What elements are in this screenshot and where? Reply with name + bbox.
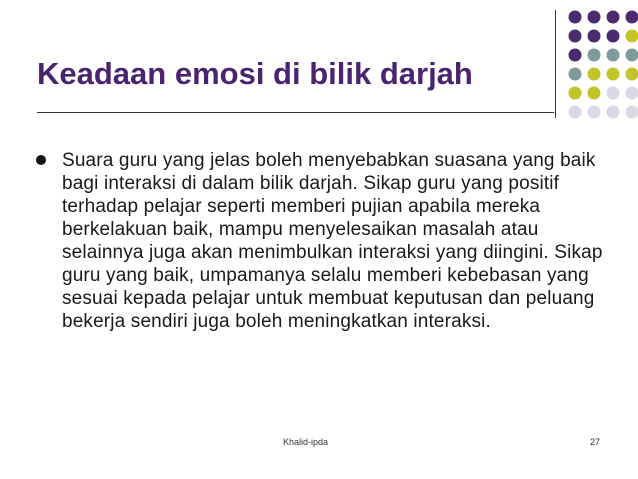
decorative-dot (607, 106, 620, 119)
decorative-dot (607, 68, 620, 81)
decorative-dot (626, 68, 638, 81)
decorative-dot (588, 11, 601, 24)
decorative-dot (569, 49, 582, 62)
decorative-dot (607, 87, 620, 100)
decorative-dot (569, 106, 582, 119)
decorative-dot (588, 68, 601, 81)
bullet-text: Suara guru yang jelas boleh menyebabkan suasana yang baik bagi interaksi di dalam bilik darjah. Sikap guru yang positif terhadap pelajar seperti memberi pujian apabila mereka berkelakuan baik, mampu menyelesaikan masalah atau selainnya juga akan menimbulkan interaksi yang diingini. Sikap guru yang baik, umpamanya selalu memberi kebebasan yang sesuai kepada pelajar untuk membuat keputusan dan peluang bekerja sendiri juga boleh meningkatkan interaksi. (62, 150, 603, 332)
page-number: 27 (590, 437, 601, 447)
decorative-dot (588, 49, 601, 62)
decorative-dot (607, 11, 620, 24)
bullet-icon (36, 155, 46, 165)
decorative-dot (569, 68, 582, 81)
decorative-dot (588, 30, 601, 43)
decorative-dot (569, 87, 582, 100)
decorative-dot (588, 87, 601, 100)
footer-author: Khalid-ipda (283, 437, 329, 447)
decorative-dot (588, 106, 601, 119)
decorative-dot (569, 30, 582, 43)
vertical-divider (555, 10, 556, 118)
decorative-dot (607, 30, 620, 43)
decorative-dot (569, 11, 582, 24)
decorative-dot (626, 87, 638, 100)
title-underline (37, 112, 554, 113)
decorative-dot (626, 49, 638, 62)
decorative-dot (626, 106, 638, 119)
decorative-dot (607, 49, 620, 62)
slide-title: Keadaan emosi di bilik darjah (37, 56, 473, 91)
decorative-dot (626, 11, 638, 24)
decorative-dot (626, 30, 638, 43)
